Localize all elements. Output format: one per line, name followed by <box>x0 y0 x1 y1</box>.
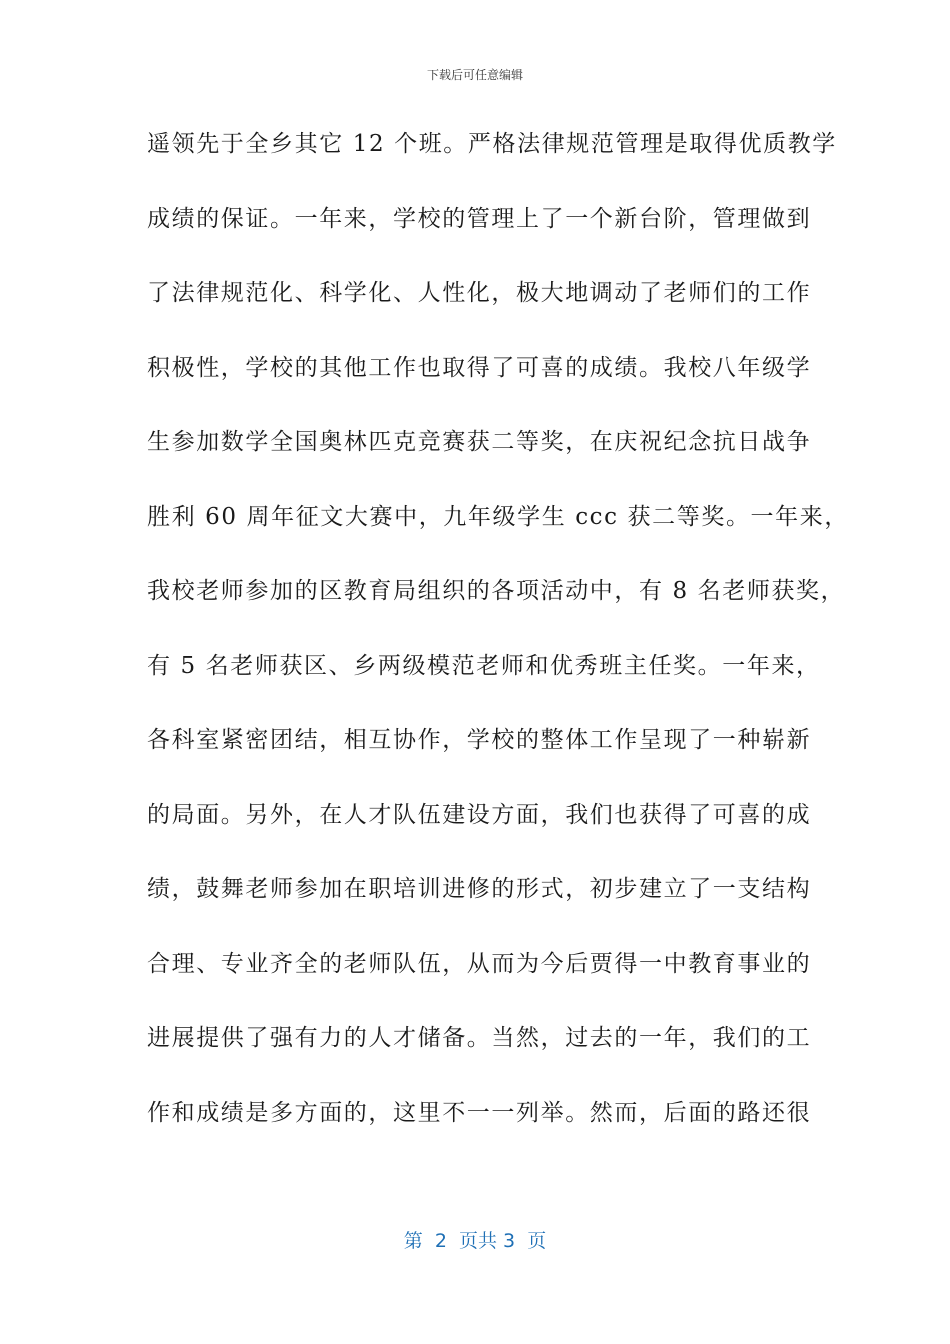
body-line-10: 的局面。另外，在人才队伍建设方面，我们也获得了可喜的成 <box>147 801 812 828</box>
body-line-3: 了法律规范化、科学化、人性化，极大地调动了老师们的工作 <box>147 280 812 306</box>
body-line-1: 遥领先于全乡其它 12 个班。严格法律规范管理是取得优质教学 <box>147 131 837 157</box>
body-line-13: 进展提供了强有力的人才储备。当然，过去的一年，我们的工 <box>147 1025 812 1051</box>
header-note: 下载后可任意编辑 <box>426 68 523 82</box>
body-line-8: 有 5 名老师获区、乡两级模范老师和优秀班主任奖。一年来， <box>147 652 821 679</box>
body-line-6: 胜利 60 周年征文大赛中，九年级学生 ccc 获二等奖。一年来， <box>147 503 849 530</box>
body-line-12: 合理、专业齐全的老师队伍，从而为今后贾得一中教育事业的 <box>147 950 812 977</box>
body-line-14: 作和成绩是多方面的，这里不一一列举。然而，后面的路还很 <box>147 1099 812 1126</box>
body-line-2: 成绩的保证。一年来，学校的管理上了一个新台阶，管理做到 <box>147 205 812 232</box>
body-line-11: 绩，鼓舞老师参加在职培训进修的形式，初步建立了一支结构 <box>147 876 812 902</box>
body-line-5: 生参加数学全国奥林匹克竞赛获二等奖，在庆祝纪念抗日战争 <box>147 429 812 455</box>
document-body <box>147 124 849 1167</box>
body-line-7: 我校老师参加的区教育局组织的各项活动中，有 8 名老师获奖， <box>147 578 846 604</box>
body-line-4: 积极性，学校的其他工作也取得了可喜的成绩。我校八年级学 <box>147 354 812 381</box>
page-number-footer: 第 2 页共 3 页 <box>403 1230 547 1252</box>
body-line-9: 各科室紧密团结，相互协作，学校的整体工作呈现了一种崭新 <box>147 727 812 753</box>
